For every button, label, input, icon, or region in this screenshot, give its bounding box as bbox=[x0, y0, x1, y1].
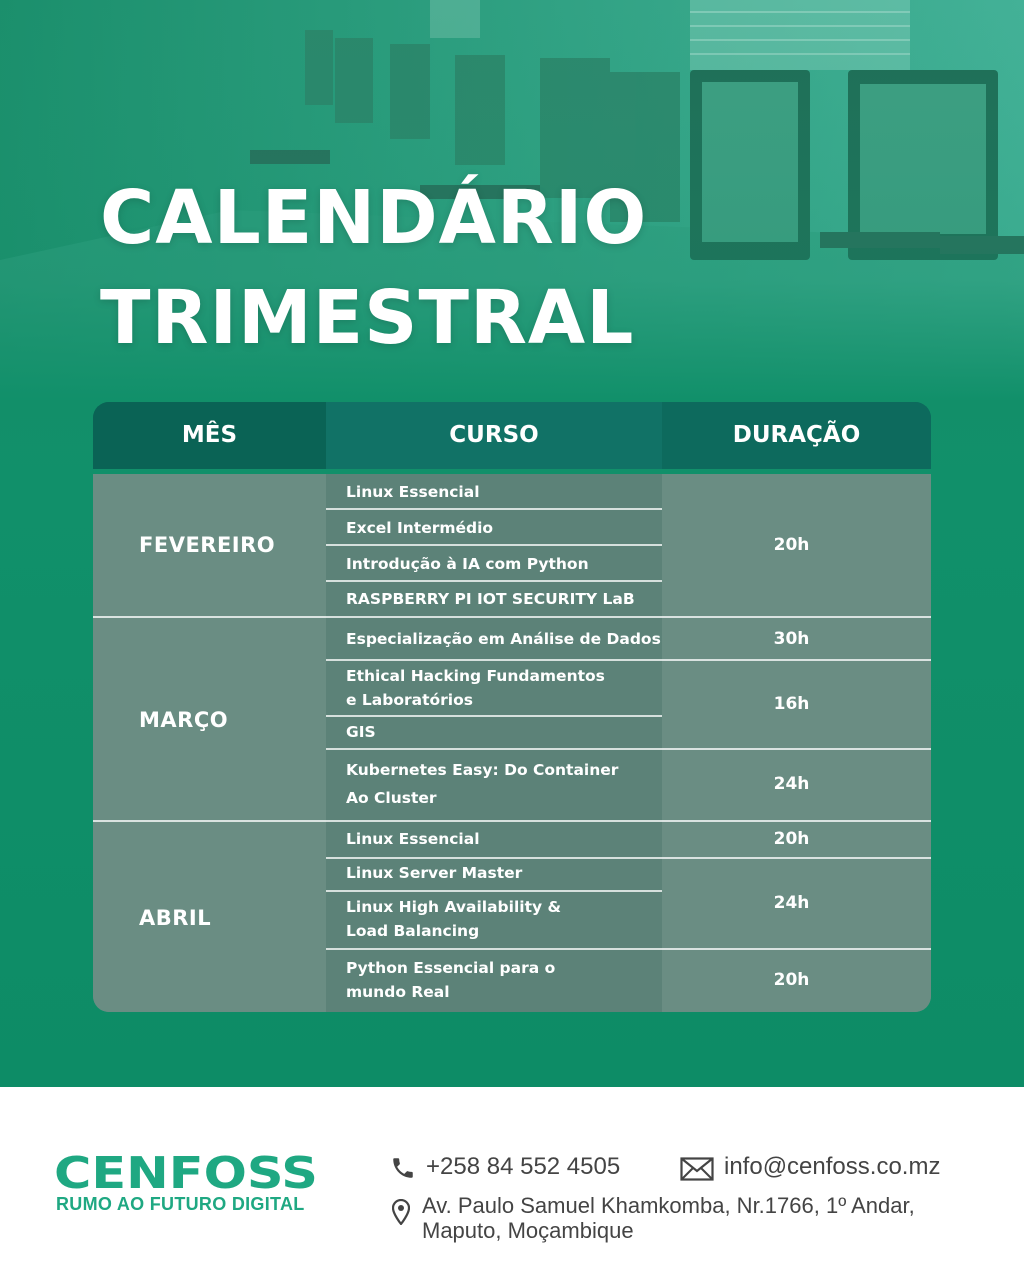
duration-cell: 24h bbox=[773, 774, 810, 794]
course-name-line: Ao Cluster bbox=[346, 789, 437, 807]
phone-number[interactable]: +258 84 552 4505 bbox=[426, 1153, 621, 1180]
month-label: MARÇO bbox=[139, 707, 229, 732]
month-cell bbox=[93, 823, 326, 1012]
row-divider bbox=[93, 820, 931, 822]
address-line-1: Av. Paulo Samuel Khamkomba, Nr.1766, 1º Andar, bbox=[422, 1193, 915, 1218]
envelope-icon bbox=[680, 1157, 714, 1181]
course-name-line: Ethical Hacking Fundamentos bbox=[346, 667, 605, 685]
brand-logo bbox=[54, 1150, 320, 1220]
course-name-line: Load Balancing bbox=[346, 922, 480, 940]
course-name: RASPBERRY PI IOT SECURITY LaB bbox=[346, 590, 635, 608]
course-cell bbox=[326, 582, 662, 616]
course-cell bbox=[326, 716, 662, 748]
course-name-line: Kubernetes Easy: Do Container bbox=[346, 761, 619, 779]
row-divider bbox=[326, 544, 662, 546]
course-cell bbox=[326, 510, 662, 546]
phone-contact bbox=[390, 1153, 620, 1181]
brand-tagline: RUMO AO FUTURO DIGITAL bbox=[56, 1194, 305, 1214]
row-divider bbox=[326, 890, 662, 892]
course-cell bbox=[326, 474, 662, 510]
logo-wordmark bbox=[54, 1150, 320, 1194]
duration-cell: 16h bbox=[773, 694, 810, 714]
course-name: Linux Essencial bbox=[346, 483, 480, 501]
duration-cell: 20h bbox=[773, 829, 810, 849]
course-name: Excel Intermédio bbox=[346, 519, 494, 537]
location-pin-icon bbox=[392, 1199, 410, 1225]
course-cell bbox=[326, 546, 662, 582]
course-name-line: e Laboratórios bbox=[346, 691, 473, 709]
title-line-2: TRIMESTRAL bbox=[100, 275, 635, 361]
course-cell bbox=[326, 950, 662, 1010]
course-name-line: Linux High Availability & bbox=[346, 898, 562, 916]
header-month: MÊS bbox=[93, 402, 326, 469]
header-course: CURSO bbox=[326, 402, 662, 469]
address-contact bbox=[390, 1193, 970, 1243]
course-name-line: Python Essencial para o bbox=[346, 959, 556, 977]
course-name-line: mundo Real bbox=[346, 983, 450, 1001]
row-divider bbox=[326, 715, 662, 717]
month-label: ABRIL bbox=[139, 905, 212, 930]
row-divider bbox=[326, 748, 931, 750]
email-address[interactable]: info@cenfoss.co.mz bbox=[724, 1153, 941, 1180]
duration-cell: 20h bbox=[773, 969, 810, 990]
duration-cell: 20h bbox=[773, 535, 810, 555]
course-name: Especialização em Análise de Dados bbox=[346, 630, 661, 648]
course-name: Linux Server Master bbox=[346, 864, 523, 882]
title-line-1: CALENDÁRIO bbox=[100, 175, 648, 261]
duration-cell: 24h bbox=[773, 892, 810, 913]
table-header bbox=[93, 402, 931, 469]
course-cell bbox=[326, 890, 662, 948]
address-line-2: Maputo, Moçambique bbox=[422, 1218, 634, 1243]
course-cell bbox=[326, 821, 662, 857]
page-title bbox=[100, 168, 647, 368]
header-duration: DURAÇÃO bbox=[662, 402, 931, 469]
email-contact bbox=[680, 1153, 940, 1181]
course-name: Linux Essencial bbox=[346, 830, 480, 848]
row-divider bbox=[326, 857, 931, 859]
schedule-table bbox=[93, 402, 931, 1012]
month-cell bbox=[93, 474, 326, 616]
course-name: GIS bbox=[346, 723, 376, 741]
row-divider bbox=[326, 659, 931, 661]
course-cell bbox=[326, 660, 662, 716]
row-divider bbox=[93, 616, 931, 618]
month-cell bbox=[93, 618, 326, 821]
row-divider bbox=[326, 508, 662, 510]
course-cell bbox=[326, 857, 662, 889]
course-cell bbox=[326, 748, 662, 820]
brand-name: CENFOSS bbox=[54, 1150, 318, 1194]
phone-icon bbox=[390, 1155, 416, 1181]
duration-cell: 30h bbox=[773, 629, 810, 649]
row-divider bbox=[326, 948, 931, 950]
course-cell bbox=[326, 618, 662, 660]
course-name: Introdução à IA com Python bbox=[346, 555, 589, 573]
row-divider bbox=[326, 580, 662, 582]
month-label: FEVEREIRO bbox=[139, 533, 276, 557]
